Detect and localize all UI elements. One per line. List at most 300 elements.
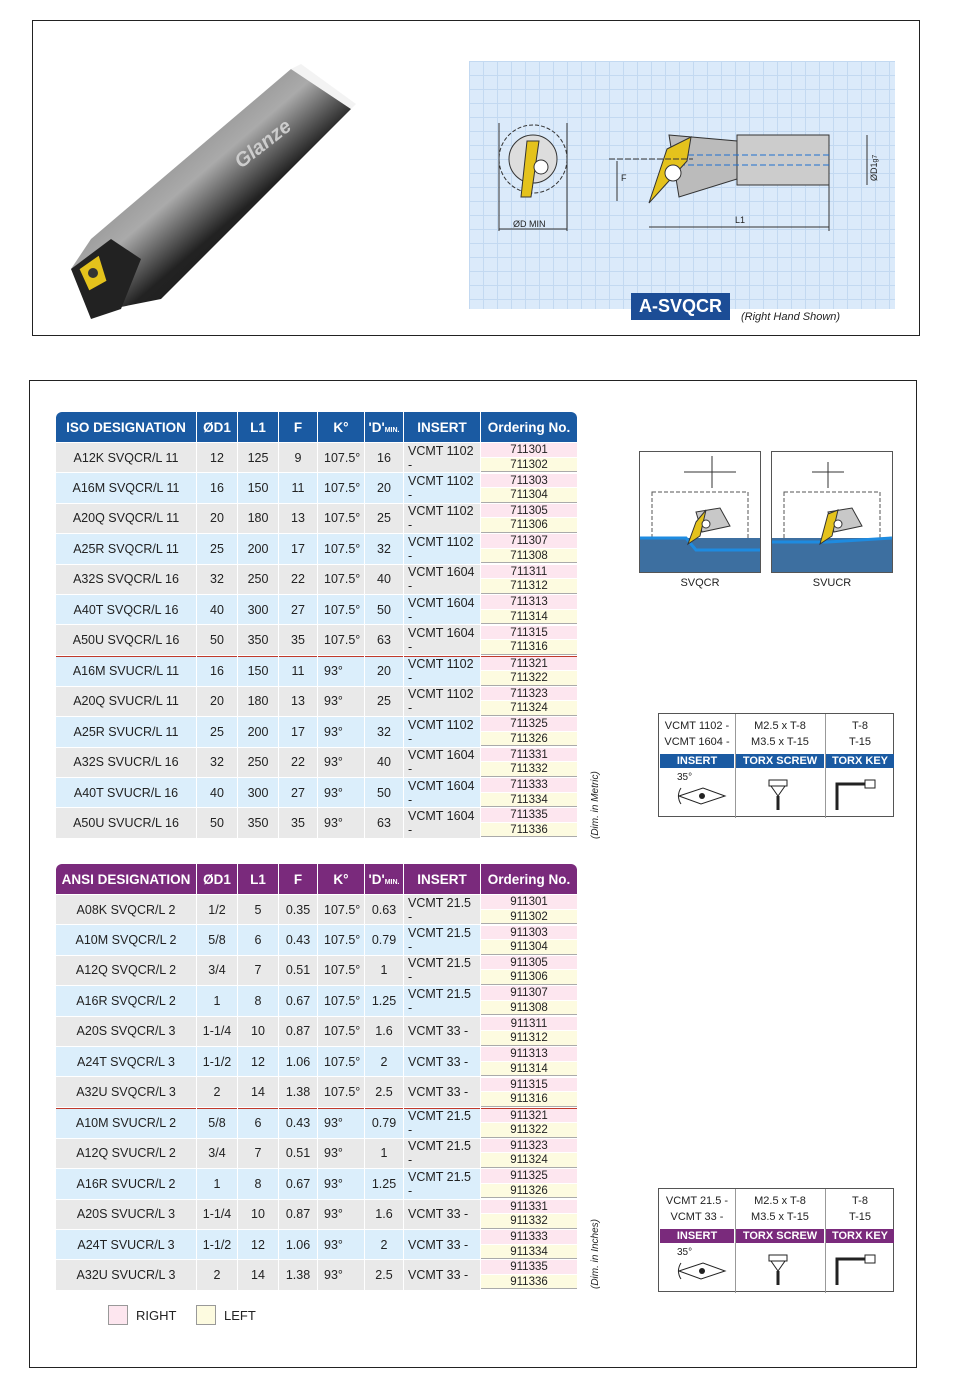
d1-cell: 3/4 (197, 956, 237, 985)
l1-cell: 180 (238, 687, 278, 716)
svucr-diagram (771, 451, 893, 573)
drawing-lines (469, 61, 895, 309)
ordering-left: 911322 (481, 1123, 577, 1138)
d1-cell: 1-1/4 (197, 1200, 237, 1229)
f-cell: 0.43 (279, 925, 317, 954)
l1-cell: 12 (238, 1230, 278, 1259)
accessory-header-2: TORX KEY (826, 754, 894, 768)
f-cell: 35 (279, 808, 317, 837)
l1-cell: 5 (238, 895, 278, 924)
d-cell: 32 (365, 534, 403, 563)
table-row (56, 717, 577, 746)
insert-cell: VCMT 21.5 - (404, 895, 480, 924)
ordering-left: 911304 (481, 940, 577, 955)
table-row (56, 504, 577, 533)
f-cell: 11 (279, 473, 317, 502)
d1-cell: 50 (197, 808, 237, 837)
d-cell: 0.79 (365, 1108, 403, 1138)
ansi-spec-table (55, 863, 578, 1291)
ordering-right: 711305 (481, 504, 577, 519)
d-cell: 25 (365, 504, 403, 533)
designation-cell: A16R SVQCR/L 2 (56, 986, 196, 1015)
iso-spec-table (55, 411, 578, 839)
designation-cell: A50U SVQCR/L 16 (56, 625, 196, 654)
accessory-screw-cell: M3.5 x T-15 (751, 736, 809, 748)
ordering-left: 711302 (481, 458, 577, 473)
k-cell: 107.5° (318, 1017, 364, 1046)
table-row (56, 534, 577, 563)
ordering-cell (481, 1108, 577, 1138)
f-cell: 1.38 (279, 1077, 317, 1106)
k-cell: 93° (318, 687, 364, 716)
d-cell: 50 (365, 778, 403, 807)
ordering-right: 711307 (481, 534, 577, 549)
table-row (56, 778, 577, 807)
ordering-left: 711336 (481, 823, 577, 838)
ordering-right: 911301 (481, 895, 577, 910)
accessory-key-cell: T-15 (848, 1211, 871, 1223)
l1-cell: 7 (238, 1139, 278, 1168)
k-cell: 93° (318, 1108, 364, 1138)
col-ordering: Ordering No. (481, 412, 577, 442)
l1-cell: 250 (238, 565, 278, 594)
f-cell: 13 (279, 687, 317, 716)
insert-cell: VCMT 1604 - (404, 595, 480, 624)
l1-cell: 350 (238, 808, 278, 837)
ordering-left: 911302 (481, 910, 577, 925)
svqcr-diagram (639, 451, 761, 573)
insert-cell: VCMT 1102 - (404, 504, 480, 533)
insert-cell: VCMT 21.5 - (404, 1108, 480, 1138)
table-row (56, 748, 577, 777)
d1-cell: 40 (197, 778, 237, 807)
metric-accessories-table (658, 713, 894, 817)
col-insert: INSERT (404, 412, 480, 442)
l1-cell: 6 (238, 1108, 278, 1138)
right-legend-label: RIGHT (136, 1308, 177, 1323)
f-cell: 22 (279, 565, 317, 594)
d-cell: 2 (365, 1230, 403, 1259)
insert-cell: VCMT 1604 - (404, 808, 480, 837)
f-cell: 0.51 (279, 1139, 317, 1168)
table-row (56, 1169, 577, 1198)
d1-cell: 40 (197, 595, 237, 624)
accessory-icons (659, 770, 893, 816)
f-cell: 0.51 (279, 956, 317, 985)
ordering-cell (481, 748, 577, 777)
boring-bar-image (51, 59, 371, 319)
ordering-cell (481, 656, 577, 686)
designation-cell: A32S SVUCR/L 16 (56, 748, 196, 777)
col-insert: INSERT (404, 864, 480, 894)
designation-cell: A40T SVUCR/L 16 (56, 778, 196, 807)
table-row (56, 956, 577, 985)
f-cell: 0.67 (279, 1169, 317, 1198)
col-l1: L1 (238, 412, 278, 442)
svucr-drawing (772, 452, 892, 572)
insert-cell: VCMT 1102 - (404, 687, 480, 716)
ordering-cell (481, 717, 577, 746)
iso-header-row (56, 412, 577, 442)
inch-accessories-table (658, 1188, 894, 1292)
accessory-insert-cell: VCMT 1604 - (664, 736, 730, 748)
designation-cell: A40T SVQCR/L 16 (56, 595, 196, 624)
designation-cell: A12K SVQCR/L 11 (56, 443, 196, 472)
insert-cell: VCMT 1102 - (404, 443, 480, 472)
accessory-header-0: INSERT (660, 1229, 734, 1243)
k-cell: 107.5° (318, 1047, 364, 1076)
designation-cell: A20S SVQCR/L 3 (56, 1017, 196, 1046)
insert-angle-label: 35° (677, 772, 693, 783)
left-legend-label: LEFT (224, 1308, 256, 1323)
ordering-cell (481, 443, 577, 472)
designation-cell: A24T SVUCR/L 3 (56, 1230, 196, 1259)
ordering-left: 711316 (481, 640, 577, 655)
k-cell: 107.5° (318, 473, 364, 502)
accessory-key-cell: T-8 (852, 720, 868, 732)
insert-cell: VCMT 33 - (404, 1047, 480, 1076)
d1-cell: 5/8 (197, 1108, 237, 1138)
d1-cell: 32 (197, 748, 237, 777)
ordering-left: 711324 (481, 701, 577, 716)
table-row (56, 986, 577, 1015)
d-min-label: ØD MIN (513, 219, 546, 229)
accessory-icons (659, 1245, 893, 1291)
accessory-insert-cell: VCMT 21.5 - (665, 1195, 729, 1207)
col-f: F (279, 412, 317, 442)
ordering-cell (481, 595, 577, 624)
d-cell: 0.79 (365, 925, 403, 954)
insert-cell: VCMT 1102 - (404, 717, 480, 746)
ordering-right: 911305 (481, 956, 577, 971)
accessory-header-1: TORX SCREW (736, 1229, 824, 1243)
k-cell: 93° (318, 808, 364, 837)
ordering-right: 911333 (481, 1230, 577, 1245)
svqcr-drawing (640, 452, 760, 572)
d-cell: 1.25 (365, 1169, 403, 1198)
ordering-left: 711304 (481, 488, 577, 503)
accessory-key-cell: T-8 (852, 1195, 868, 1207)
f-cell: 9 (279, 443, 317, 472)
f-cell: 35 (279, 625, 317, 654)
l1-cell: 14 (238, 1260, 278, 1289)
designation-cell: A12Q SVUCR/L 2 (56, 1139, 196, 1168)
designation-cell: A25R SVQCR/L 11 (56, 534, 196, 563)
f-cell: 22 (279, 748, 317, 777)
ordering-cell (481, 1047, 577, 1076)
table-row (56, 565, 577, 594)
d1-cell: 2 (197, 1260, 237, 1289)
l1-cell: 200 (238, 534, 278, 563)
f-cell: 27 (279, 595, 317, 624)
ordering-cell (481, 1077, 577, 1106)
col-k: K° (318, 864, 364, 894)
k-cell: 93° (318, 656, 364, 686)
col-ordering: Ordering No. (481, 864, 577, 894)
d-cell: 1 (365, 1139, 403, 1168)
insert-cell: VCMT 1604 - (404, 778, 480, 807)
ordering-right: 911325 (481, 1169, 577, 1184)
accessory-screw-cell: M2.5 x T-8 (754, 720, 806, 732)
ordering-left: 711312 (481, 579, 577, 594)
ordering-right: 711323 (481, 687, 577, 702)
ordering-right: 711313 (481, 595, 577, 610)
d1-cell: 12 (197, 443, 237, 472)
ordering-left: 911334 (481, 1245, 577, 1260)
ordering-right: 711335 (481, 808, 577, 823)
d-cell: 50 (365, 595, 403, 624)
f-cell: 17 (279, 534, 317, 563)
l1-cell: 14 (238, 1077, 278, 1106)
d1-cell: 1-1/2 (197, 1230, 237, 1259)
ordering-cell (481, 1260, 577, 1289)
d1-cell: 20 (197, 504, 237, 533)
ordering-left: 911326 (481, 1184, 577, 1199)
k-cell: 107.5° (318, 986, 364, 1015)
ordering-left: 911336 (481, 1275, 577, 1290)
d-cell: 2.5 (365, 1077, 403, 1106)
table-row (56, 1139, 577, 1168)
ordering-left: 711314 (481, 610, 577, 625)
ordering-left: 911312 (481, 1031, 577, 1046)
ordering-left: 911308 (481, 1001, 577, 1016)
ordering-cell (481, 1017, 577, 1046)
f-cell: 0.67 (279, 986, 317, 1015)
ordering-right: 911335 (481, 1260, 577, 1275)
k-cell: 93° (318, 1169, 364, 1198)
insert-cell: VCMT 33 - (404, 1260, 480, 1289)
ordering-cell (481, 1169, 577, 1198)
l1-cell: 8 (238, 1169, 278, 1198)
table-row (56, 1230, 577, 1259)
designation-cell: A10M SVUCR/L 2 (56, 1108, 196, 1138)
insert-cell: VCMT 33 - (404, 1017, 480, 1046)
designation-cell: A12Q SVQCR/L 2 (56, 956, 196, 985)
k-cell: 93° (318, 1260, 364, 1289)
col-d1: ØD1 (197, 412, 237, 442)
d1-label: ØD1g7 (869, 154, 879, 181)
col-designation: ANSI DESIGNATION (56, 864, 196, 894)
ansi-body (56, 895, 577, 1290)
ordering-cell (481, 925, 577, 954)
f-cell: 0.35 (279, 895, 317, 924)
col-d: 'D'MIN. (365, 864, 403, 894)
f-cell: 11 (279, 656, 317, 686)
ordering-left: 711332 (481, 762, 577, 777)
table-row (56, 1047, 577, 1076)
d1-cell: 16 (197, 473, 237, 502)
ordering-right: 711315 (481, 626, 577, 641)
ordering-cell (481, 986, 577, 1015)
col-k: K° (318, 412, 364, 442)
f-cell: 0.87 (279, 1017, 317, 1046)
ordering-cell (481, 1139, 577, 1168)
designation-cell: A25R SVUCR/L 11 (56, 717, 196, 746)
d1-cell: 16 (197, 656, 237, 686)
k-cell: 93° (318, 1200, 364, 1229)
k-cell: 93° (318, 748, 364, 777)
ordering-right: 911307 (481, 986, 577, 1001)
accessory-screw-cell: M3.5 x T-15 (751, 1211, 809, 1223)
table-row (56, 1108, 577, 1138)
accessory-header-1: TORX SCREW (736, 754, 824, 768)
col-l1: L1 (238, 864, 278, 894)
col-d1: ØD1 (197, 864, 237, 894)
d-cell: 63 (365, 808, 403, 837)
ordering-right: 911313 (481, 1047, 577, 1062)
product-overview-panel (32, 20, 920, 336)
designation-cell: A16R SVUCR/L 2 (56, 1169, 196, 1198)
ordering-left: 711334 (481, 793, 577, 808)
insert-cell: VCMT 1604 - (404, 565, 480, 594)
d1-cell: 20 (197, 687, 237, 716)
ordering-cell (481, 504, 577, 533)
ordering-right: 911311 (481, 1017, 577, 1032)
left-swatch (196, 1305, 216, 1325)
ordering-right: 711331 (481, 748, 577, 763)
d-cell: 63 (365, 625, 403, 654)
ordering-right: 911315 (481, 1078, 577, 1093)
k-cell: 93° (318, 717, 364, 746)
svucr-label: SVUCR (812, 577, 852, 589)
insert-cell: VCMT 21.5 - (404, 1169, 480, 1198)
d-cell: 0.63 (365, 895, 403, 924)
d1-cell: 1-1/4 (197, 1017, 237, 1046)
accessory-key-cell: T-15 (848, 736, 871, 748)
col-f: F (279, 864, 317, 894)
k-cell: 107.5° (318, 895, 364, 924)
f-cell: 0.43 (279, 1108, 317, 1138)
d1-cell: 1-1/2 (197, 1047, 237, 1076)
spec-panel (29, 380, 917, 1368)
insert-cell: VCMT 21.5 - (404, 986, 480, 1015)
d-cell: 32 (365, 717, 403, 746)
ordering-cell (481, 1230, 577, 1259)
d1-cell: 5/8 (197, 925, 237, 954)
ordering-left: 711308 (481, 549, 577, 564)
l1-cell: 10 (238, 1200, 278, 1229)
accessory-header-2: TORX KEY (826, 1229, 894, 1243)
k-cell: 107.5° (318, 925, 364, 954)
d-cell: 2.5 (365, 1260, 403, 1289)
d-cell: 20 (365, 656, 403, 686)
ordering-left: 911306 (481, 970, 577, 985)
l1-cell: 150 (238, 656, 278, 686)
d1-cell: 1 (197, 986, 237, 1015)
accessory-insert-cell: VCMT 33 - (670, 1211, 724, 1223)
ordering-right: 911303 (481, 926, 577, 941)
l1-cell: 300 (238, 595, 278, 624)
designation-cell: A32U SVQCR/L 3 (56, 1077, 196, 1106)
designation-cell: A32U SVUCR/L 3 (56, 1260, 196, 1289)
table-row (56, 808, 577, 837)
designation-cell: A20Q SVQCR/L 11 (56, 504, 196, 533)
brand-text: Glanze (230, 115, 296, 173)
ordering-cell (481, 565, 577, 594)
k-cell: 93° (318, 1139, 364, 1168)
right-swatch (108, 1305, 128, 1325)
table-row (56, 925, 577, 954)
accessory-header-0: INSERT (660, 754, 734, 768)
d-cell: 1.6 (365, 1200, 403, 1229)
l1-cell: 150 (238, 473, 278, 502)
table-row (56, 1200, 577, 1229)
table-row (56, 1077, 577, 1106)
table-row (56, 595, 577, 624)
ordering-right: 711311 (481, 565, 577, 580)
svqcr-label: SVQCR (680, 577, 720, 589)
l1-cell: 250 (238, 748, 278, 777)
ordering-left: 711322 (481, 671, 577, 686)
table-row (56, 895, 577, 924)
k-cell: 107.5° (318, 956, 364, 985)
ordering-cell (481, 808, 577, 837)
ordering-left: 911324 (481, 1153, 577, 1168)
f-cell: 1.06 (279, 1230, 317, 1259)
designation-cell: A08K SVQCR/L 2 (56, 895, 196, 924)
table-row (56, 473, 577, 502)
model-badge: A-SVQCR (631, 293, 730, 320)
d-cell: 20 (365, 473, 403, 502)
f-cell: 1.38 (279, 1260, 317, 1289)
iso-body (56, 443, 577, 838)
technical-drawing (469, 61, 895, 309)
d1-cell: 3/4 (197, 1139, 237, 1168)
d-cell: 25 (365, 687, 403, 716)
k-cell: 93° (318, 778, 364, 807)
f-cell: 13 (279, 504, 317, 533)
designation-cell: A10M SVQCR/L 2 (56, 925, 196, 954)
ordering-right: 711321 (481, 657, 577, 672)
table-row (56, 1260, 577, 1289)
ordering-right: 711301 (481, 443, 577, 458)
accessory-screw-cell: M2.5 x T-8 (754, 1195, 806, 1207)
l1-cell: 7 (238, 956, 278, 985)
designation-cell: A16M SVUCR/L 11 (56, 656, 196, 686)
ordering-left: 711326 (481, 732, 577, 747)
d-cell: 1 (365, 956, 403, 985)
designation-cell: A20S SVUCR/L 3 (56, 1200, 196, 1229)
ordering-cell (481, 1200, 577, 1229)
ordering-cell (481, 956, 577, 985)
d1-cell: 2 (197, 1077, 237, 1106)
insert-angle-label: 35° (677, 1247, 693, 1258)
ordering-right: 911321 (481, 1109, 577, 1124)
designation-cell: A20Q SVUCR/L 11 (56, 687, 196, 716)
designation-cell: A16M SVQCR/L 11 (56, 473, 196, 502)
model-note: (Right Hand Shown) (741, 311, 841, 323)
l1-cell: 300 (238, 778, 278, 807)
f-cell: 17 (279, 717, 317, 746)
k-cell: 93° (318, 1230, 364, 1259)
ordering-left: 911314 (481, 1062, 577, 1077)
ordering-cell (481, 895, 577, 924)
l1-cell: 8 (238, 986, 278, 1015)
f-label: F (621, 173, 627, 183)
insert-cell: VCMT 21.5 - (404, 925, 480, 954)
ordering-left: 911316 (481, 1092, 577, 1107)
d1-cell: 1/2 (197, 895, 237, 924)
ordering-right: 911331 (481, 1200, 577, 1215)
ordering-cell (481, 778, 577, 807)
l1-cell: 12 (238, 1047, 278, 1076)
insert-cell: VCMT 1102 - (404, 656, 480, 686)
inch-note: (Dim. in Inches) (590, 1218, 601, 1289)
d-cell: 2 (365, 1047, 403, 1076)
d1-cell: 25 (197, 717, 237, 746)
d1-cell: 25 (197, 534, 237, 563)
l1-cell: 125 (238, 443, 278, 472)
